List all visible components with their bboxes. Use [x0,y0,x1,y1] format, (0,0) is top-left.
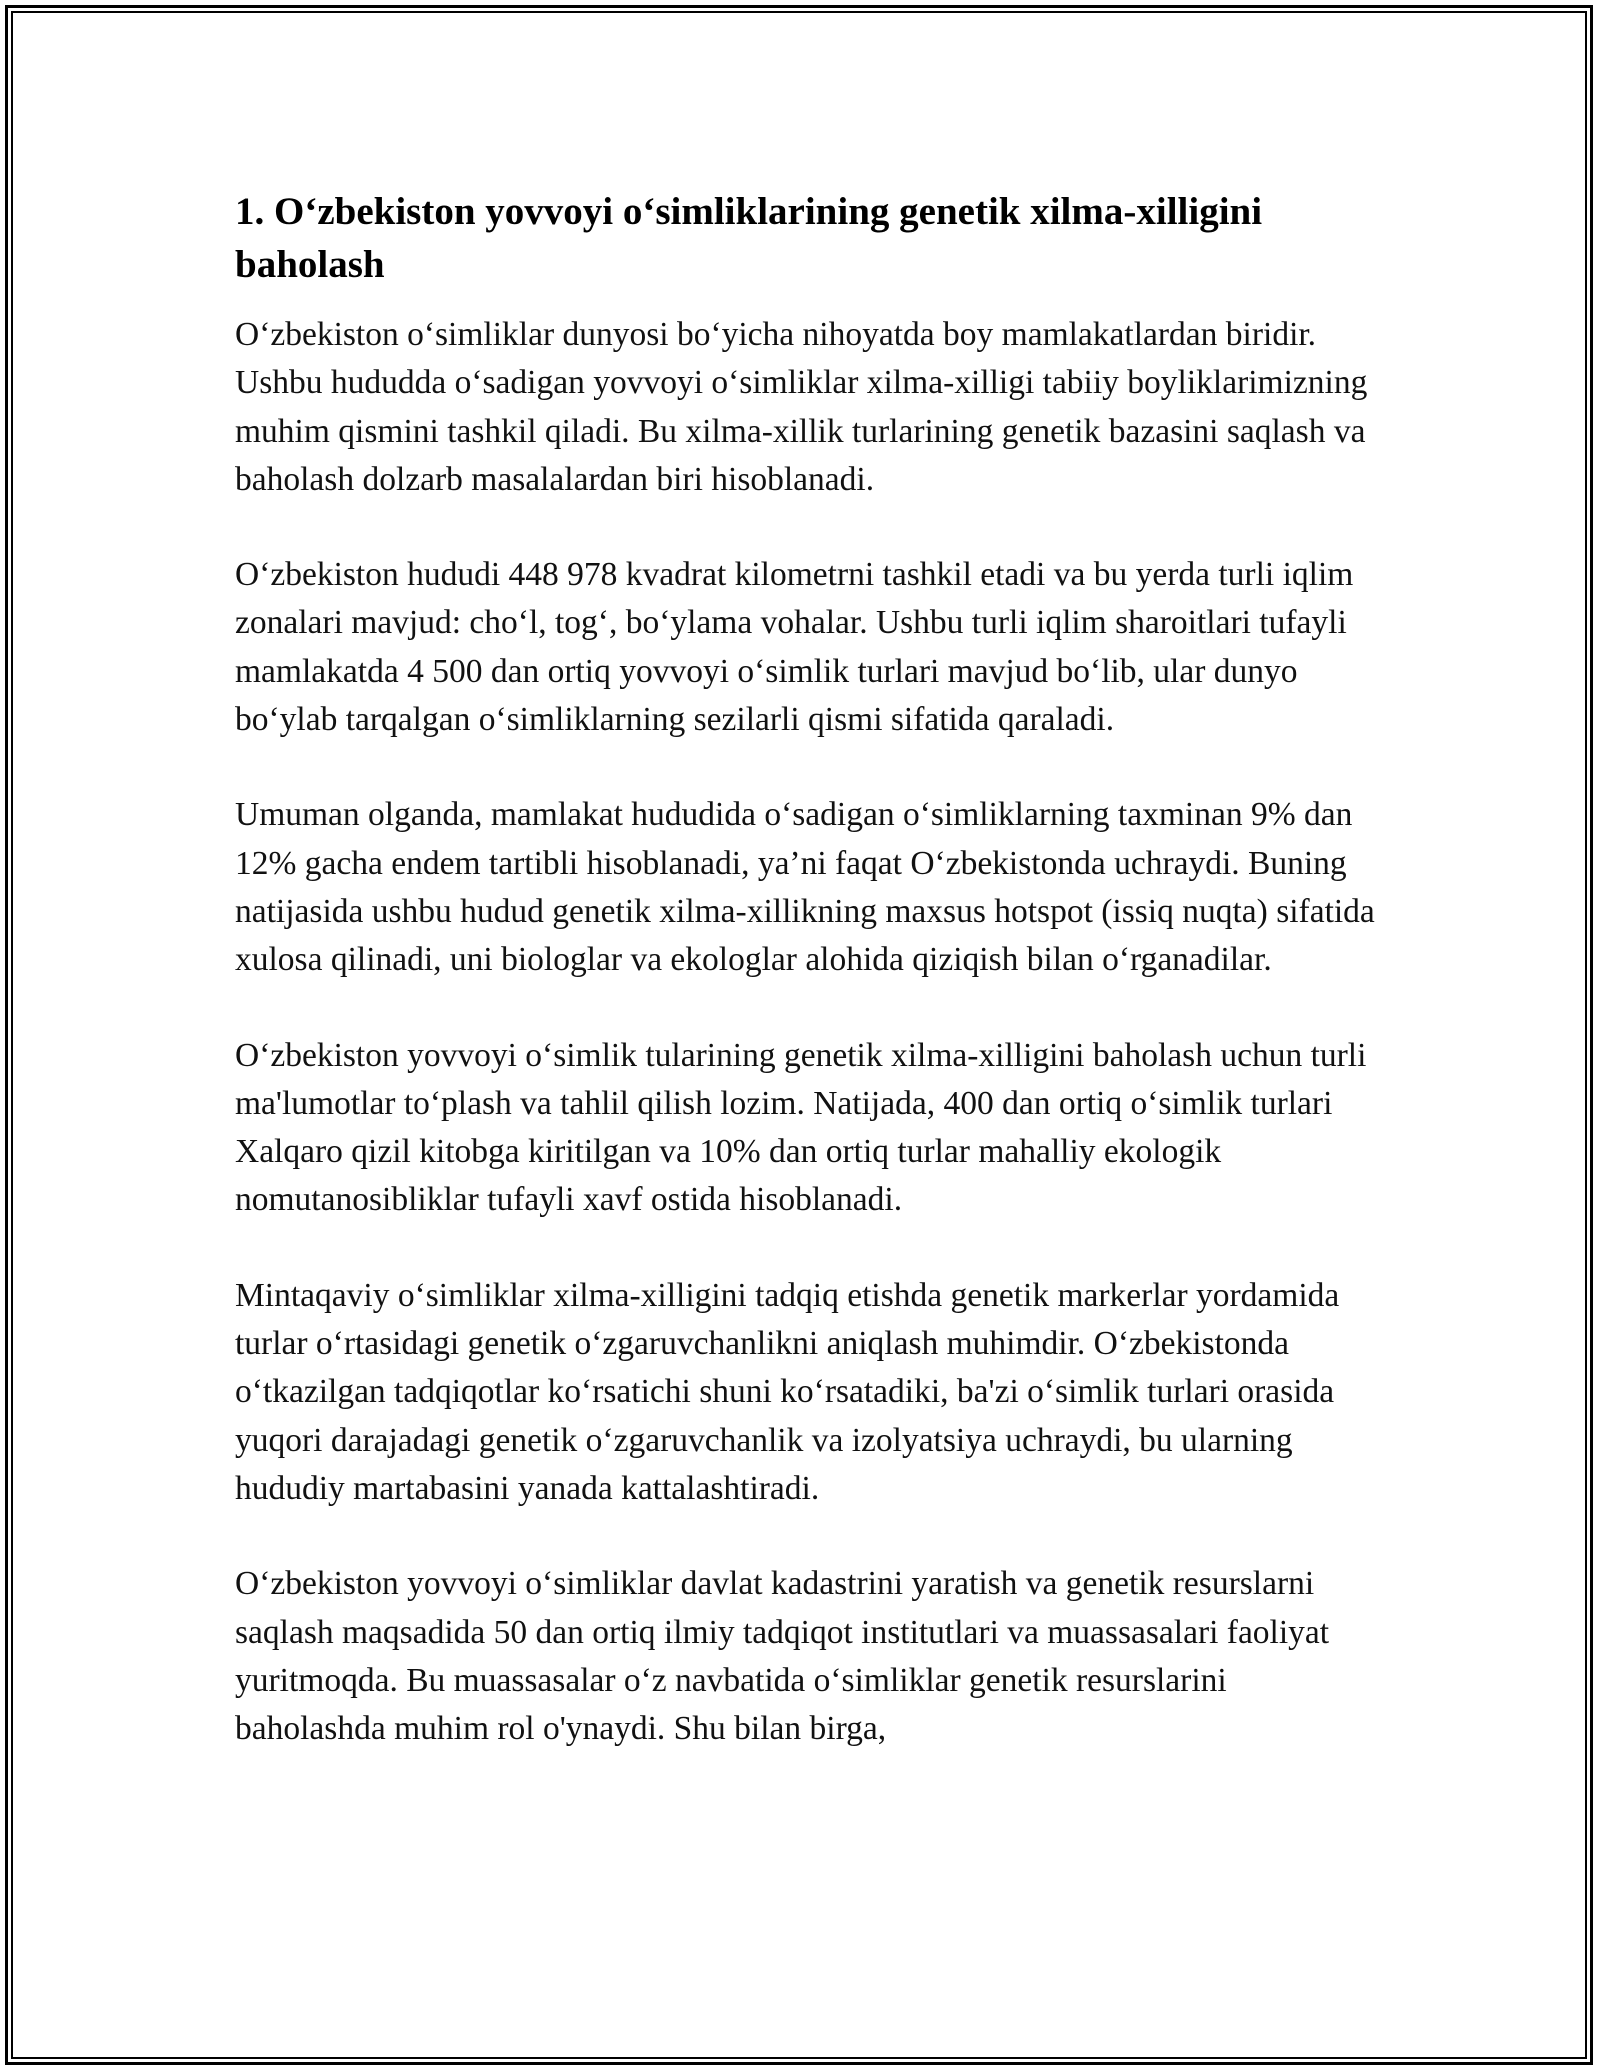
document-body [235,185,1375,1800]
paragraph-red-book: O‘zbekiston yovvoyi o‘simlik tularining genetik xilma-xilligini baholash uchun turli ma'lumotlar to‘plash va tahlil qilish lozim. Natijada, 400 dan ortiq o‘simlik turlari Xalqaro qizil kitobga kiritilgan va 10% dan ortiq turlar mahalliy ekologik nomutanosibliklar tufayli xavf ostida hisoblanadi. [235,1036,1367,1219]
paragraph-intro: O‘zbekiston o‘simliklar dunyosi bo‘yicha nihoyatda boy mamlakatlardan biridir. Ushbu hududda o‘sadigan yovvoyi o‘simliklar xilma-xilligi tabiiy boyliklarimizning muhim qismini tashkil qiladi. Bu xilma-xillik turlarining genetik bazasini saqlash va baholash dolzarb masalalardan biri hisoblanadi. [235,316,1368,498]
section-heading: 1. O‘zbekiston yovvoyi o‘simliklarining genetik xilma-xilligini baholash [235,190,1263,286]
paragraph-genetic-markers: Mintaqaviy o‘simliklar xilma-xilligini tadqiq etishda genetik markerlar yordamida turlar o‘rtasidagi genetik o‘zgaruvchanlikni aniqlash muhimdir. O‘zbekistonda o‘tkazilgan tadqiqotlar ko‘rsatichi shuni ko‘rsatadiki, ba'zi o‘simlik turlari orasida yuqori darajadagi genetik o‘zgaruvchanlik va izolyatsiya uchraydi, bu ularning hududiy martabasini yanada kattalashtiradi. [235,1276,1340,1507]
paragraph-endemics: Umuman olganda, mamlakat hududida o‘sadigan o‘simliklarning taxminan 9% dan 12% gacha endem tartibli hisoblanadi, ya’ni faqat O‘zbekistonda uchraydi. Buning natijasida ushbu hudud genetik xilma-xillikning maxsus hotspot (issiq nuqta) sifatida xulosa qilinadi, uni biologlar va ekologlar alohida qiziqish bilan o‘rganadilar. [235,796,1375,979]
paragraph-institutions: O‘zbekiston yovvoyi o‘simliklar davlat kadastrini yaratish va genetik resurslarni saqlash maqsadida 50 dan ortiq ilmiy tadqiqot institutlari va muassasalari faoliyat yuritmoqda. Bu muassasalar o‘z navbatida o‘simliklar genetik resurslarini baholashda muhim rol o'ynaydi. Shu bilan birga, [235,1565,1330,1748]
paragraph-territory: O‘zbekiston hududi 448 978 kvadrat kilometrni tashkil etadi va bu yerda turli iqlim zonalari mavjud: cho‘l, tog‘, bo‘ylama vohalar. Ushbu turli iqlim sharoitlari tufayli mamlakatda 4 500 dan ortiq yovvoyi o‘simlik turlari mavjud bo‘lib, ular dunyo bo‘ylab tarqalgan o‘simliklarning sezilarli qismi sifatida qaraladi. [235,556,1354,739]
